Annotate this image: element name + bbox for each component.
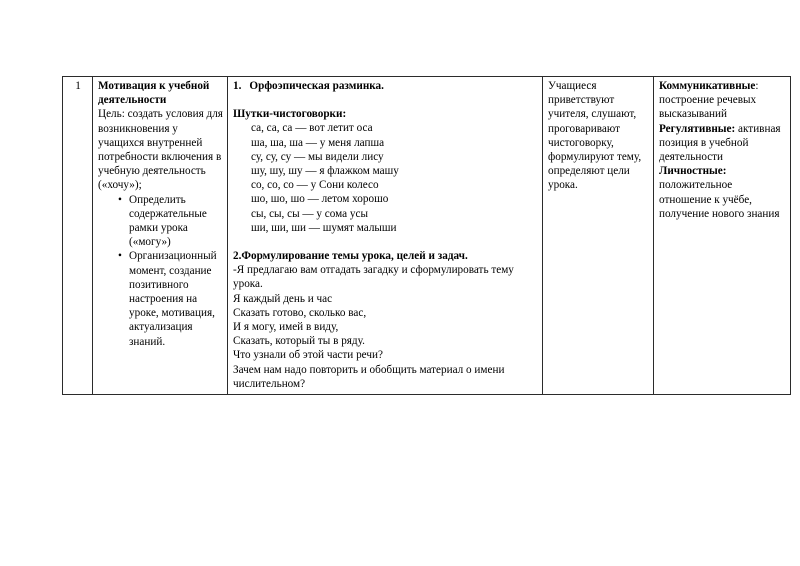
cell-row-number <box>63 77 93 395</box>
uud-label: Регулятивные <box>659 122 732 135</box>
cell-uud <box>654 77 791 395</box>
chistogovorka-line: шу, шу, шу — я флажком машу <box>251 165 399 178</box>
uud-label: Личностные <box>659 165 723 178</box>
uud-separator: : <box>722 165 727 178</box>
uud-text: положительное отношение к учёбе, получение нового знания <box>659 179 780 220</box>
pupil-activity-text: Учащиеся приветствуют учителя, слушают, проговаривают чистоговорку, формулируют тему, определяют цели урока. <box>548 80 642 192</box>
row-number-value: 1 <box>75 80 81 92</box>
section-2-line: Сказать готово, сколько вас, <box>233 306 367 319</box>
stage-title: Мотивация к учебной деятельности <box>98 80 210 107</box>
section-2-line: И я могу, имей в виду, <box>233 321 339 334</box>
spacer <box>233 235 538 249</box>
cell-pupil-activity <box>543 77 654 395</box>
uud-entry <box>659 122 786 165</box>
chistogovorka-line: со, со, со — у Сони колесо <box>251 179 379 192</box>
stage-bullet-list <box>98 193 223 349</box>
chistogovorka-line: ши, ши, ши — шумят малыши <box>251 221 397 234</box>
chistogovorka-line: сы, сы, сы — у сома усы <box>251 207 368 220</box>
uud-text: активная позиция в учебной деятельности <box>659 122 781 164</box>
uud-entry <box>659 79 786 122</box>
stage-goal: Цель: создать условия для возникновения у учащихся внутренней потребности включения в учебную деятельность («хочу»); <box>98 108 223 192</box>
section-2-heading: 2.Формулирование темы урока, целей и задач. <box>233 250 468 263</box>
uud-entry <box>659 164 786 221</box>
list-item: • Определить содержательные рамки урока («могу») <box>118 193 223 250</box>
uud-label: Коммуникативные <box>659 80 756 92</box>
chistogovorka-line: су, су, су — мы видели лису <box>251 150 384 163</box>
lesson-plan-table <box>62 76 791 395</box>
cell-lesson-stage <box>93 77 228 395</box>
list-item: • Организационный момент, создание позитивного настроения на уроке, мотивация, актуализация знаний. <box>118 249 223 348</box>
chistogovorki-label: Шутки-чистоговорки: <box>233 108 347 121</box>
section-1-title: Орфоэпическая разминка. <box>249 80 384 92</box>
table-row <box>63 77 791 395</box>
section-2-line: Зачем нам надо повторить и обобщить материал о имени числительном? <box>233 363 505 390</box>
section-2-line: Я каждый день и час <box>233 292 333 305</box>
section-1-number: 1. <box>233 80 242 92</box>
section-2-line: Что узнали об этой части речи? <box>233 349 383 362</box>
cell-lesson-content <box>228 77 543 395</box>
section-1-heading <box>233 79 538 93</box>
chistogovorka-line: шо, шо, шо — летом хорошо <box>251 193 389 206</box>
chistogovorka-line: са, са, са — вот летит оса <box>251 122 373 135</box>
spacer <box>233 93 538 107</box>
uud-separator: : <box>755 80 759 92</box>
uud-separator: : <box>731 122 736 135</box>
uud-text: построение речевых высказываний <box>659 94 757 121</box>
section-2-line: -Я предлагаю вам отгадать загадку и сформулировать тему урока. <box>233 264 514 291</box>
chistogovorka-line: ша, ша, ша — у меня лапша <box>251 136 385 149</box>
section-2-line: Сказать, который ты в ряду. <box>233 335 365 348</box>
